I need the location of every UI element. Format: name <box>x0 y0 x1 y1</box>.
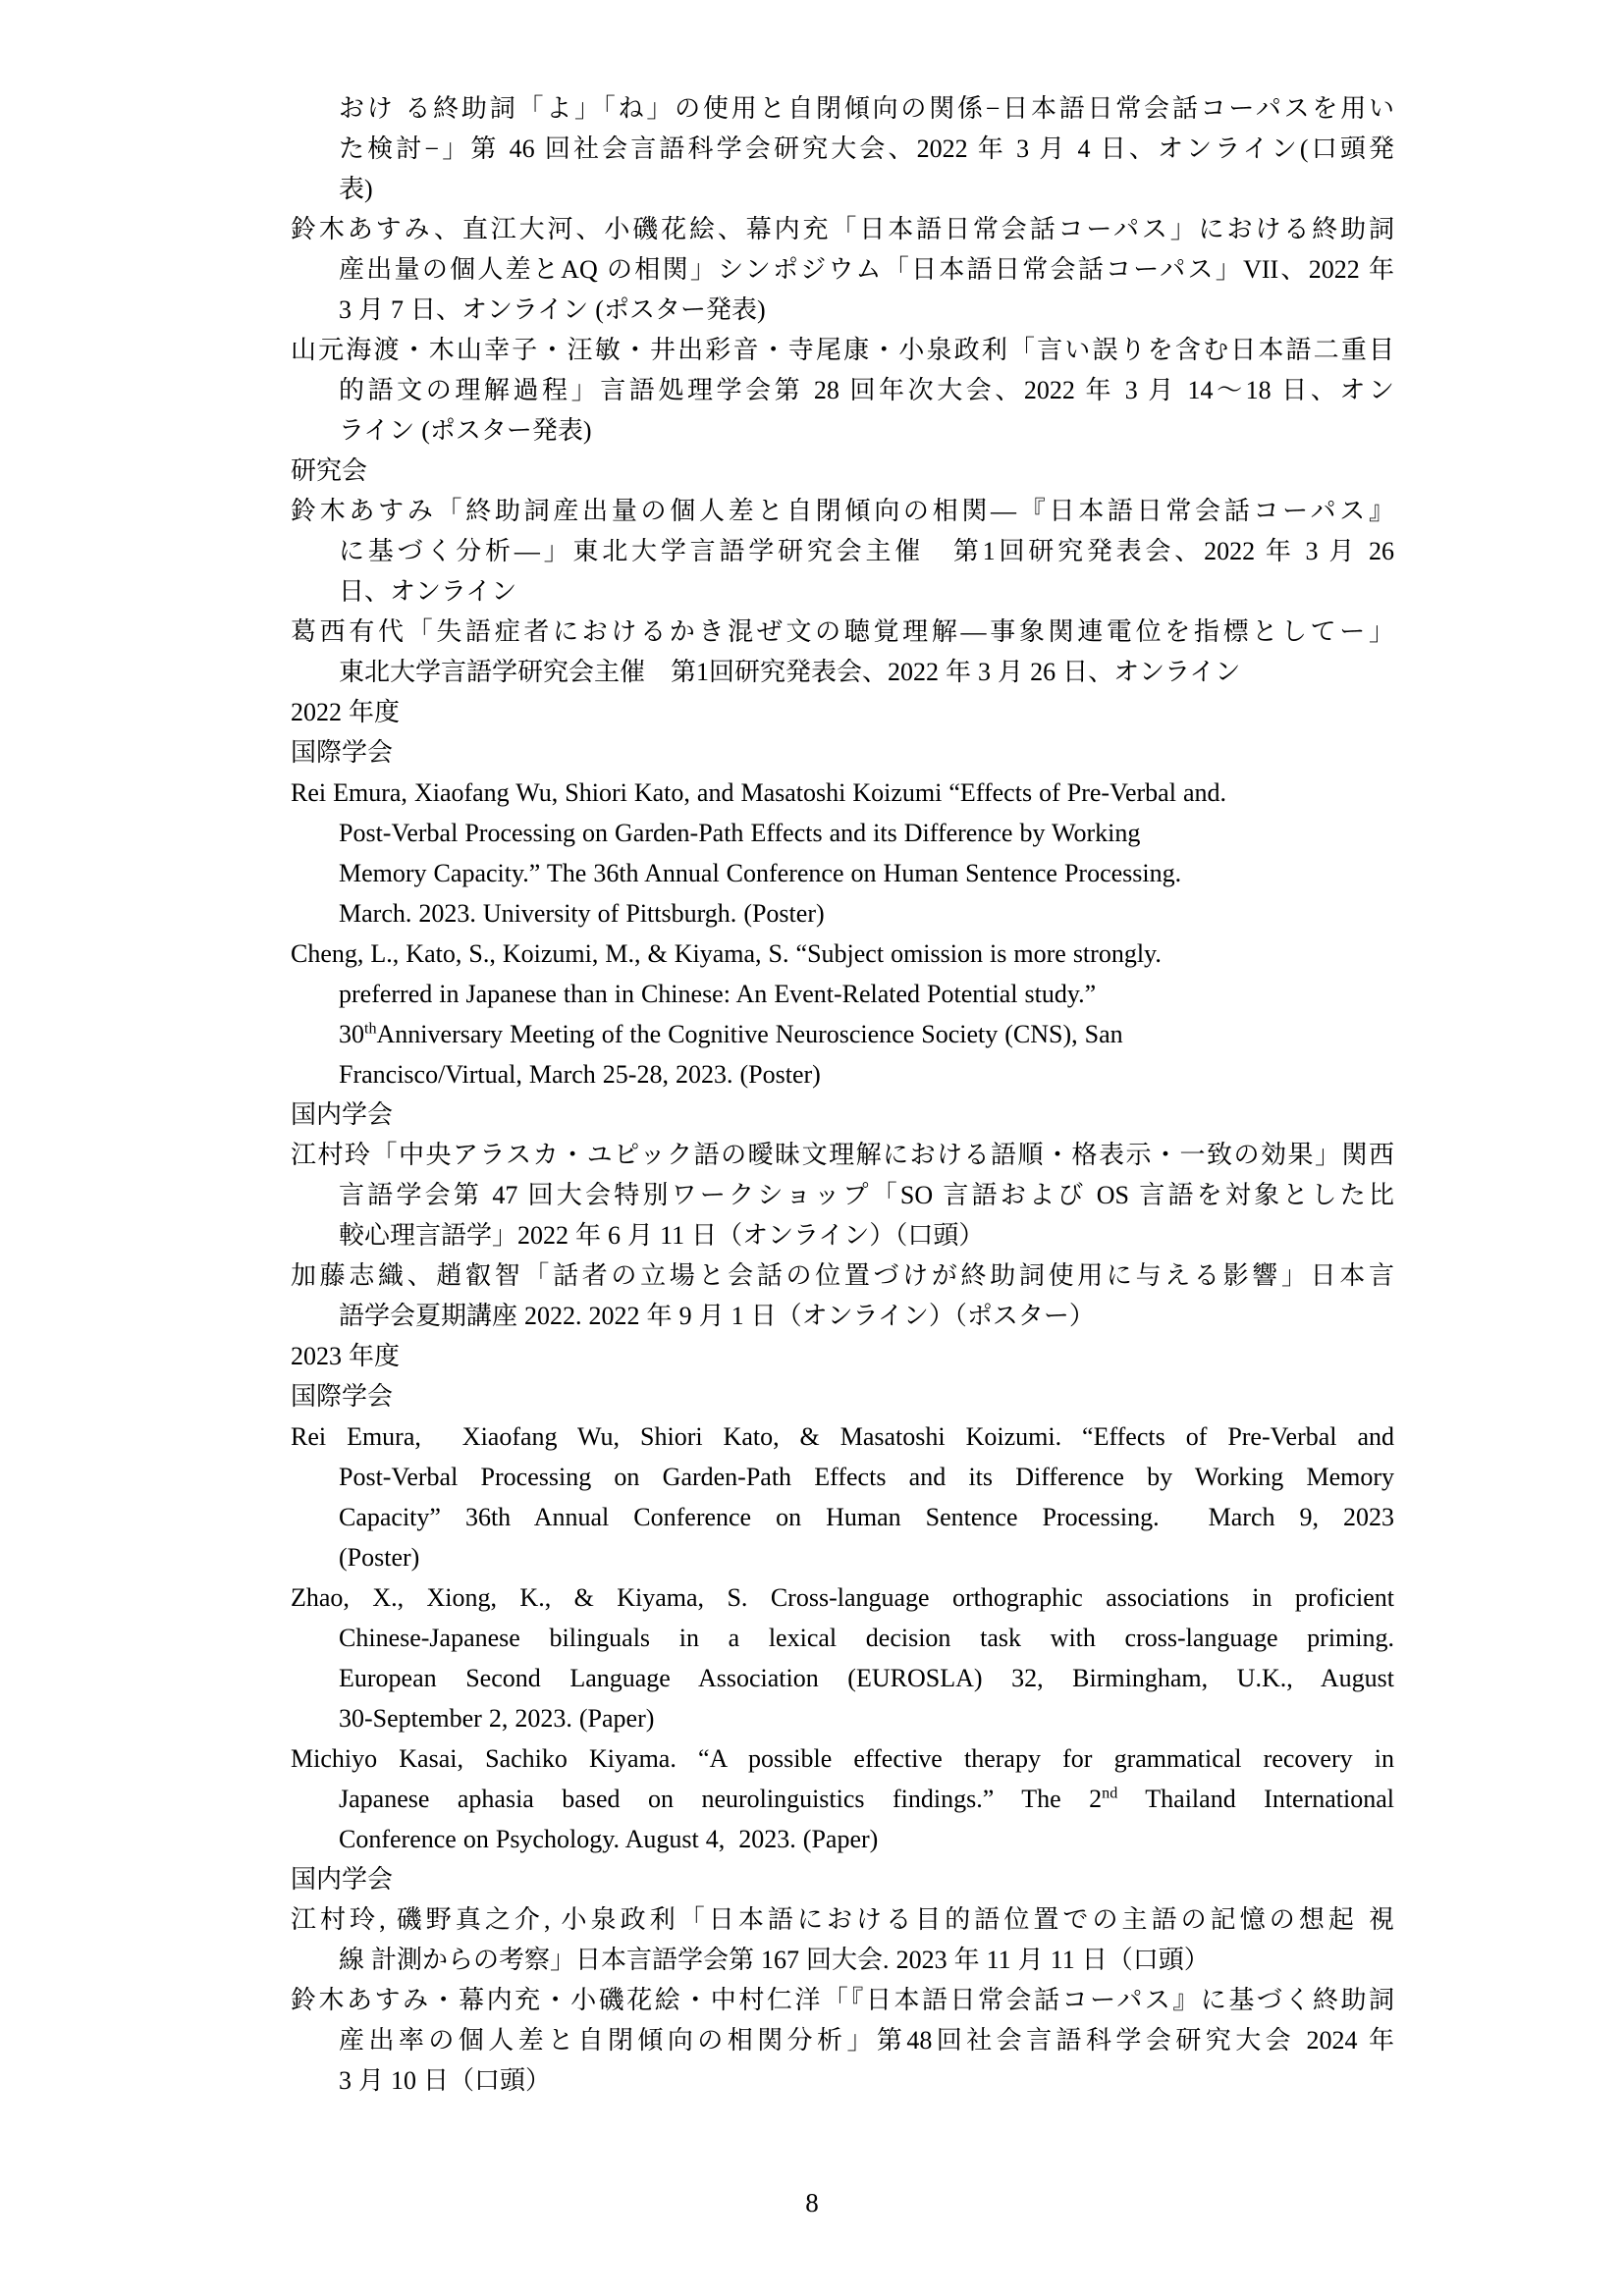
section-heading <box>291 1336 1394 1376</box>
doc-line <box>291 813 1394 853</box>
doc-line <box>291 531 1394 571</box>
doc-line <box>291 1537 1394 1577</box>
doc-line <box>291 169 1394 209</box>
section-heading <box>291 732 1394 773</box>
line-text: た検討−」第 46 回社会言語科学会研究大会、2022 年 3 月 4 日、オンライン(口頭発 <box>339 134 1394 163</box>
doc-line <box>291 410 1394 451</box>
section-heading <box>291 1376 1394 1416</box>
line-text: Zhao, X., Xiong, K., & Kiyama, S. Cross-language orthographic associations in proficient <box>291 1583 1394 1612</box>
line-text: 鈴木あすみ・幕内充・小磯花絵・中村仁洋「『日本語日常会話コーパス』に基づく終助詞 <box>291 1986 1394 2014</box>
section-heading <box>291 1859 1394 1899</box>
line-text: Japanese aphasia based on neurolinguistics findings.” The 2 <box>339 1785 1103 1813</box>
line-text: 的語文の理解過程」言語処理学会第 28 回年次大会、2022 年 3 月 14〜18 日、オン <box>339 376 1394 404</box>
line-text: Michiyo Kasai, Sachiko Kiyama. “A possible effective therapy for grammatical recovery in <box>291 1744 1394 1773</box>
line-text: 葛西有代「失語症者におけるかき混ぜ文の聴覚理解—事象関連電位を指標としてー」 <box>291 617 1394 646</box>
doc-line <box>291 1457 1394 1497</box>
line-text: ライン (ポスター発表) <box>339 416 592 445</box>
line-text: Anniversary Meeting of the Cognitive Neuroscience Society (CNS), San <box>376 1020 1123 1048</box>
line-text: おけ る終助詞「よ」「ね」の使用と自閉傾向の関係−日本語日常会話コーパスを用い <box>339 94 1394 123</box>
line-text: Cheng, L., Kato, S., Koizumi, M., & Kiyama, S. “Subject omission is more strongly. <box>291 939 1162 968</box>
doc-line <box>291 209 1394 249</box>
doc-line <box>291 1135 1394 1175</box>
doc-line <box>291 893 1394 934</box>
line-text: 産出量の個人差とAQ の相関」シンポジウム「日本語日常会話コーパス」VII、2022 年 <box>339 255 1394 284</box>
line-text: (Poster) <box>339 1543 420 1572</box>
line-text: 東北大学言語学研究会主催 第1回研究発表会、2022 年 3 月 26 日、オンライン <box>339 658 1241 686</box>
line-text: 言語学会第 47 回大会特別ワークショップ「SO 言語および OS 言語を対象とした比 <box>339 1181 1394 1209</box>
doc-line <box>291 1577 1394 1618</box>
line-text: 30 <box>339 1020 364 1048</box>
line-text: に基づく分析—」東北大学言語学研究会主催 第1回研究発表会、2022 年 3 月 26 <box>339 537 1394 565</box>
doc-line <box>291 1497 1394 1537</box>
line-text: 江村玲, 磯野真之介, 小泉政利「日本語における目的語位置での主語の記憶の想起 視 <box>291 1905 1394 1934</box>
section-heading <box>291 451 1394 491</box>
doc-line <box>291 1658 1394 1698</box>
doc-line <box>291 129 1394 169</box>
line-text: Post-Verbal Processing on Garden-Path Effects and its Difference by Working <box>339 819 1141 847</box>
line-text: 研究会 <box>291 456 368 485</box>
doc-line <box>291 1618 1394 1658</box>
line-text: 国際学会 <box>291 1382 394 1411</box>
line-text: 2023 年度 <box>291 1342 401 1370</box>
doc-line <box>291 773 1394 813</box>
doc-line <box>291 1416 1394 1457</box>
doc-line <box>291 1054 1394 1095</box>
section-heading <box>291 1095 1394 1135</box>
line-text: Rei Emura, Xiaofang Wu, Shiori Kato, & Masatoshi Koizumi. “Effects of Pre-Verbal and <box>291 1422 1394 1451</box>
doc-line <box>291 290 1394 330</box>
doc-line <box>291 370 1394 410</box>
line-text: 3 月 7 日、オンライン (ポスター発表) <box>339 295 766 324</box>
line-text: March. 2023. University of Pittsburgh. (Poster) <box>339 899 825 928</box>
doc-line <box>291 1899 1394 1940</box>
section-heading <box>291 692 1394 732</box>
line-text: 線 計測からの考察」日本言語学会第 167 回大会. 2023 年 11 月 11 日（口頭） <box>339 1946 1210 1974</box>
doc-line <box>291 2020 1394 2060</box>
line-text: 国内学会 <box>291 1865 394 1894</box>
line-text: Francisco/Virtual, March 25-28, 2023. (Poster) <box>339 1060 821 1089</box>
doc-line <box>291 1940 1394 1980</box>
line-text: 江村玲「中央アラスカ・ユピック語の曖昧文理解における語順・格表示・一致の効果」関西 <box>291 1141 1394 1169</box>
doc-line <box>291 2060 1394 2101</box>
doc-line <box>291 853 1394 893</box>
line-text: 国内学会 <box>291 1100 394 1129</box>
line-text: 日、オンライン <box>339 577 517 606</box>
line-text: preferred in Japanese than in Chinese: An Event-Related Potential study.” <box>339 980 1097 1008</box>
line-text: 表) <box>339 175 373 203</box>
doc-line <box>291 1296 1394 1336</box>
line-text: European Second Language Association (EUROSLA) 32, Birmingham, U.K., August <box>339 1664 1394 1692</box>
line-text: 2022 年度 <box>291 698 401 726</box>
doc-line <box>291 1215 1394 1255</box>
doc-line <box>291 612 1394 652</box>
doc-line <box>291 1255 1394 1296</box>
line-text: 加藤志織、趙叡智「話者の立場と会話の位置づけが終助詞使用に与える影響」日本言 <box>291 1261 1394 1290</box>
line-text: Rei Emura, Xiaofang Wu, Shiori Kato, and Masatoshi Koizumi “Effects of Pre-Verbal and. <box>291 778 1226 807</box>
doc-line <box>291 1014 1394 1054</box>
line-text: 山元海渡・木山幸子・汪敏・井出彩音・寺尾康・小泉政利「言い誤りを含む日本語二重目 <box>291 336 1394 364</box>
line-text: 国際学会 <box>291 738 394 767</box>
line-text: 30-September 2, 2023. (Paper) <box>339 1704 655 1733</box>
line-text: Thailand International <box>1117 1785 1394 1813</box>
line-text: 鈴木あすみ「終助詞産出量の個人差と自閉傾向の相関—『日本語日常会話コーパス』 <box>291 497 1394 525</box>
line-text: Capacity” 36th Annual Conference on Human Sentence Processing. March 9, 2023 <box>339 1503 1394 1531</box>
doc-line <box>291 330 1394 370</box>
line-text: Memory Capacity.” The 36th Annual Conference on Human Sentence Processing. <box>339 859 1182 887</box>
doc-line <box>291 652 1394 692</box>
doc-line <box>291 1819 1394 1859</box>
doc-line <box>291 1698 1394 1738</box>
line-text: 較心理言語学」2022 年 6 月 11 日（オンライン）（口頭） <box>339 1221 985 1250</box>
superscript-text: th <box>364 1020 377 1038</box>
doc-line <box>291 249 1394 290</box>
page-number: 8 <box>805 2188 819 2217</box>
doc-line <box>291 1779 1394 1819</box>
doc-line <box>291 571 1394 612</box>
superscript-text: nd <box>1102 1785 1118 1802</box>
line-text: Conference on Psychology. August 4, 2023. (Paper) <box>339 1825 879 1853</box>
doc-line <box>291 88 1394 129</box>
doc-line <box>291 974 1394 1014</box>
line-text: Chinese-Japanese bilinguals in a lexical decision task with cross-language priming. <box>339 1624 1394 1652</box>
line-text: Post-Verbal Processing on Garden-Path Effects and its Difference by Working Memory <box>339 1463 1394 1491</box>
doc-line <box>291 1738 1394 1779</box>
line-text: 鈴木あすみ、直江大河、小磯花絵、幕内充「日本語日常会話コーパス」における終助詞 <box>291 215 1394 243</box>
line-text: 語学会夏期講座 2022. 2022 年 9 月 1 日（オンライン）（ポスター） <box>339 1302 1095 1330</box>
doc-line <box>291 491 1394 531</box>
document-body <box>291 88 1394 2101</box>
line-text: 3 月 10 日（口頭） <box>339 2066 552 2095</box>
doc-line <box>291 1980 1394 2020</box>
doc-line <box>291 934 1394 974</box>
doc-line <box>291 1175 1394 1215</box>
line-text: 産出率の個人差と自閉傾向の相関分析」第48回社会言語科学会研究大会 2024 年 <box>339 2026 1394 2055</box>
